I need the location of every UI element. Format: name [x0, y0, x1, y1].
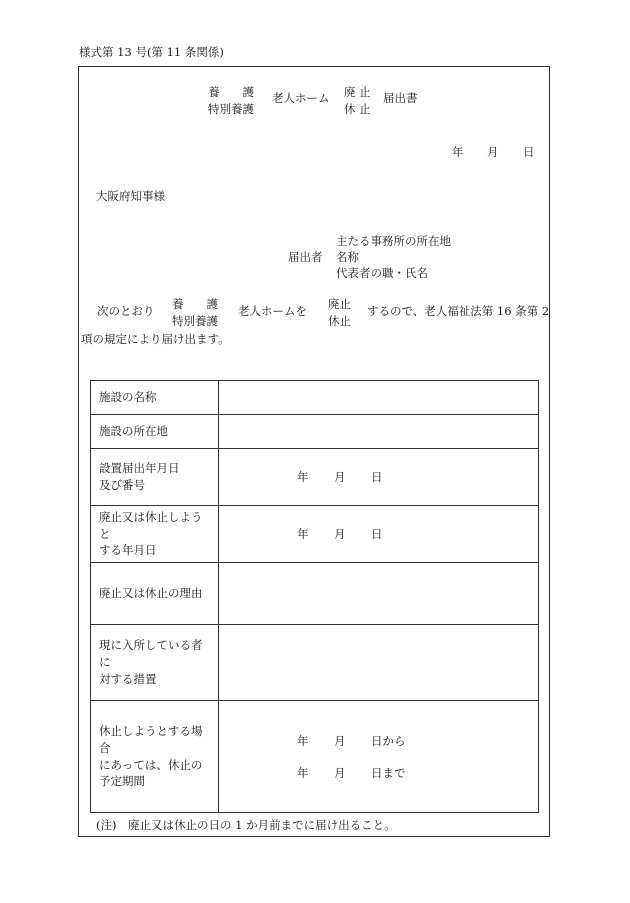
title-suffix: 届出書 [383, 91, 418, 105]
label-established-date: 設置届出年月日 及び番号 [91, 449, 219, 506]
facility-name-field[interactable] [219, 381, 539, 415]
closure-date-field[interactable]: 年 月 日 [219, 506, 539, 563]
table-row [91, 563, 539, 625]
facility-table [90, 380, 539, 813]
label-closure-date: 廃止又は休止しようと する年月日 [91, 506, 219, 563]
body-type-stack [172, 296, 224, 329]
label-suspension-period: 休止しようとする場合 にあっては、休止の 予定期間 [91, 701, 219, 813]
label-facility-name: 施設の名称 [91, 381, 219, 415]
body-home: 老人ホームを [238, 304, 307, 318]
title-option-stack [344, 84, 371, 117]
table-row [91, 381, 539, 415]
title-type-b: 特別養護 [208, 101, 254, 116]
date-day: 日 [523, 145, 535, 159]
form-number: 様式第 13 号(第 11 条関係) [79, 45, 224, 59]
table-row [91, 701, 539, 813]
title-type-stack [208, 84, 260, 117]
body-option-stack [328, 296, 351, 329]
applicant-label: 届出者 [288, 250, 323, 264]
table-row [91, 449, 539, 506]
body-line2: 項の規定により届け出ます。 [81, 332, 230, 346]
title-type-a: 養 護 [208, 85, 254, 99]
body-opt-a: 廃止 [328, 297, 351, 311]
label-resident-measures: 現に入所している者に 対する措置 [91, 625, 219, 701]
applicant-address-label: 主たる事務所の所在地 [336, 234, 451, 248]
applicant-name-label: 名称 [336, 250, 359, 264]
title-opt-a: 廃 止 [344, 85, 371, 99]
body-lead: 次のとおり [97, 304, 155, 318]
date-year: 年 [452, 145, 464, 159]
table-row [91, 415, 539, 449]
facility-location-field[interactable] [219, 415, 539, 449]
applicant-rep-label: 代表者の職・氏名 [336, 266, 428, 280]
table-row [91, 625, 539, 701]
body-type-b: 特別養護 [172, 313, 218, 328]
closure-reason-field[interactable] [219, 563, 539, 625]
suspension-period-field[interactable]: 年 月 日から 年 月 日まで [219, 701, 539, 813]
body-tail: するので、老人福祉法第 16 条第 2 [367, 304, 550, 318]
table-row [91, 506, 539, 563]
date-month: 月 [487, 145, 499, 159]
title-opt-b: 休 止 [344, 101, 371, 116]
established-date-field[interactable]: 年 月 日 [219, 449, 539, 506]
label-closure-reason: 廃止又は休止の理由 [91, 563, 219, 625]
footnote: (注) 廃止又は休止の日の 1 か月前までに届け出ること。 [96, 818, 396, 832]
body-type-a: 養 護 [172, 297, 218, 311]
resident-measures-field[interactable] [219, 625, 539, 701]
body-opt-b: 休止 [328, 313, 351, 328]
title-home: 老人ホーム [272, 91, 330, 105]
label-facility-location: 施設の所在地 [91, 415, 219, 449]
addressee: 大阪府知事様 [96, 189, 165, 203]
